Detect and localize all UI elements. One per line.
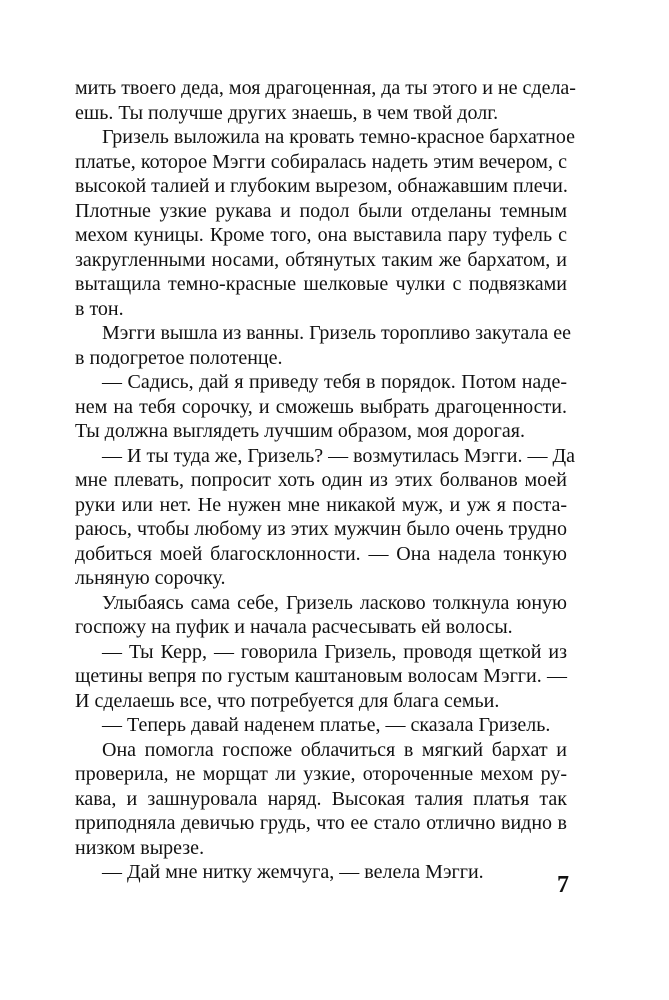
text-line: руки или нет. Не нужен мне никакой муж, и уж я поста- xyxy=(75,493,567,516)
text-line: И сделаешь все, что потребуется для блага семьи. xyxy=(75,689,500,712)
text-line: щетины вепря по густым каштановым волосам Мэгги. — xyxy=(75,665,567,687)
body-text xyxy=(75,76,576,885)
text-line: Улыбаясь сама себе, Гризель ласково толкнула юную xyxy=(102,591,567,614)
page-number: 7 xyxy=(557,872,569,898)
text-line: нем на тебя сорочку, и сможешь выбрать драгоценности. xyxy=(75,395,567,418)
text-line: платье, которое Мэгги собиралась надеть этим вечером, с xyxy=(75,150,567,173)
text-line: Плотные узкие рукава и подол были отделаны темным xyxy=(75,199,567,222)
text-line: мехом куницы. Кроме того, она выставила пару туфель с xyxy=(75,224,567,246)
text-line: — И ты туда же, Гризель? — возмутилась Мэгги. — Да xyxy=(102,444,575,467)
text-line: ешь. Ты получше других знаешь, в чем твой долг. xyxy=(75,101,499,124)
text-line: приподняла девичью грудь, что ее стало отлично видно в xyxy=(75,812,567,834)
text-line: в подогретое полотенце. xyxy=(75,346,283,369)
text-line: Она помогла госпоже облачиться в мягкий бархат и xyxy=(102,738,567,761)
text-line: льняную сорочку. xyxy=(75,567,226,589)
text-line: высокой талией и глубоким вырезом, обнажавшим плечи. xyxy=(75,175,568,197)
text-line: госпожу на пуфик и начала расчесывать ей волосы. xyxy=(75,616,513,638)
text-line: Мэгги вышла из ванны. Гризель торопливо закутала ее xyxy=(102,322,572,344)
text-line: — Дай мне нитку жемчуга, — велела Мэгги. xyxy=(102,861,484,883)
text-line: — Ты Керр, — говорила Гризель, проводя щеткой из xyxy=(102,640,567,663)
text-line: — Садись, дай я приведу тебя в порядок. Потом наде- xyxy=(102,371,567,393)
text-line: проверила, не морщат ли узкие, отороченные мехом ру- xyxy=(75,763,567,785)
text-line: Ты должна выглядеть лучшим образом, моя дорогая. xyxy=(75,420,525,442)
text-line: мне плевать, попросит хоть один из этих болванов моей xyxy=(75,469,567,491)
text-line: вытащила темно-красные шелковые чулки с подвязками xyxy=(75,273,567,295)
text-line: раюсь, чтобы любому из этих мужчин было очень трудно xyxy=(75,518,567,540)
text-line: кава, и зашнуровала наряд. Высокая талия платья так xyxy=(75,787,567,810)
text-line: — Теперь давай наденем платье, — сказала Гризель. xyxy=(102,714,551,736)
text-line: низком вырезе. xyxy=(75,836,205,859)
text-line: закругленными носами, обтянутых таким же бархатом, и xyxy=(75,248,567,271)
text-line: в тон. xyxy=(75,297,124,320)
text-line: мить твоего деда, моя драгоценная, да ты этого и не сдела- xyxy=(75,77,576,99)
text-line: Гризель выложила на кровать темно-красное бархатное xyxy=(102,126,575,148)
text-line: добиться моей благосклонности. — Она надела тонкую xyxy=(75,542,567,565)
